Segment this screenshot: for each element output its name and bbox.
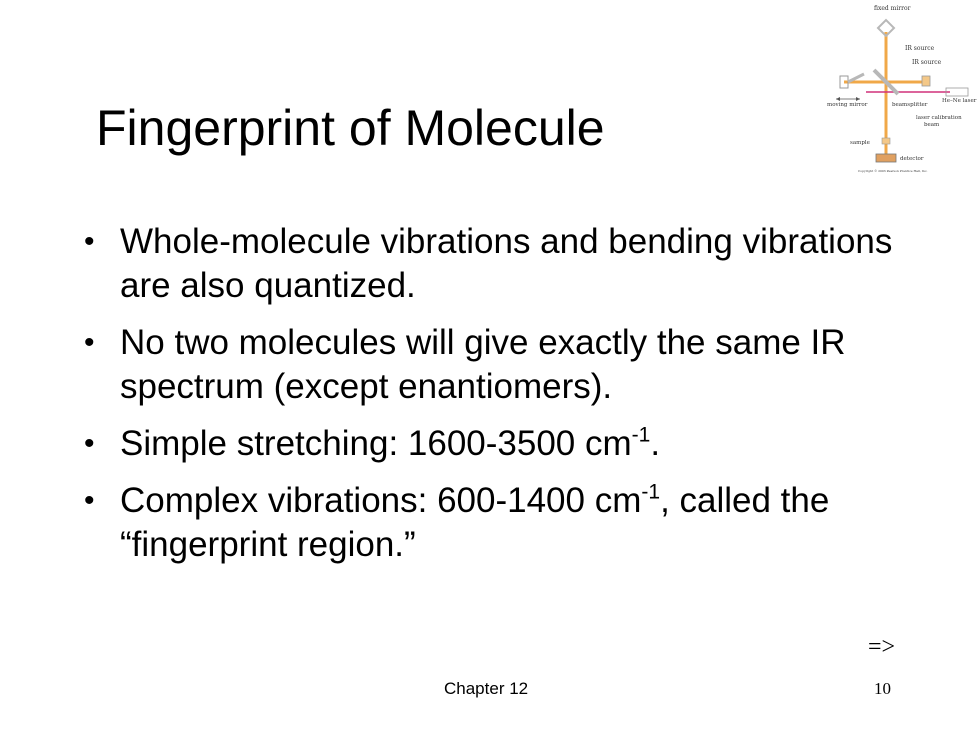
label-ir-source-2: IR source	[912, 59, 942, 66]
next-slide-arrow[interactable]: =>	[868, 634, 896, 660]
bullet-item	[80, 220, 940, 308]
bullet-text: No two molecules will give exactly the same IR spectrum (except enantiomers).	[120, 323, 846, 406]
bullet-item	[80, 479, 940, 567]
label-copyright: Copyright © 2003 Pearson Prentice Hall, Inc.	[858, 169, 928, 173]
sample-icon	[882, 138, 890, 144]
label-detector: detector	[900, 156, 924, 162]
label-beamsplitter: beamsplitter	[892, 102, 928, 108]
ir-source-icon	[922, 76, 930, 86]
label-laser-calibration: laser calibration	[916, 115, 962, 121]
bullet-list	[80, 220, 940, 580]
detector-icon	[876, 154, 896, 162]
bullet-marker: •	[84, 427, 95, 460]
label-he-ne-laser: He–Ne laser	[942, 98, 977, 104]
slide-title: Fingerprint of Molecule	[96, 100, 605, 156]
bullet-marker: •	[84, 484, 95, 517]
page-number: 10	[874, 679, 891, 698]
bullet-item	[80, 321, 940, 409]
bullet-marker: •	[84, 225, 95, 258]
bullet-text: Whole-molecule vibrations and bending vibrations are also quantized.	[120, 222, 893, 305]
label-ir-source-1: IR source	[905, 45, 935, 52]
ir-spectrometer-diagram	[826, 2, 977, 176]
bullet-item	[80, 422, 940, 466]
bullet-text-suffix: , called the “fingerprint region.”	[120, 481, 830, 564]
superscript: -1	[631, 423, 651, 447]
bullet-text: Complex vibrations: 600-1400 cm	[120, 481, 642, 520]
bullet-text: Simple stretching: 1600-3500 cm	[120, 424, 632, 463]
bullet-text-suffix: .	[650, 424, 661, 463]
label-beam: beam	[924, 122, 940, 128]
label-fixed-mirror: fixed mirror	[874, 5, 911, 12]
superscript: -1	[641, 480, 661, 504]
footer-chapter: Chapter 12	[444, 679, 529, 698]
bullet-marker: •	[84, 326, 95, 359]
label-moving-mirror: moving mirror	[827, 102, 868, 108]
label-sample: sample	[850, 140, 870, 146]
